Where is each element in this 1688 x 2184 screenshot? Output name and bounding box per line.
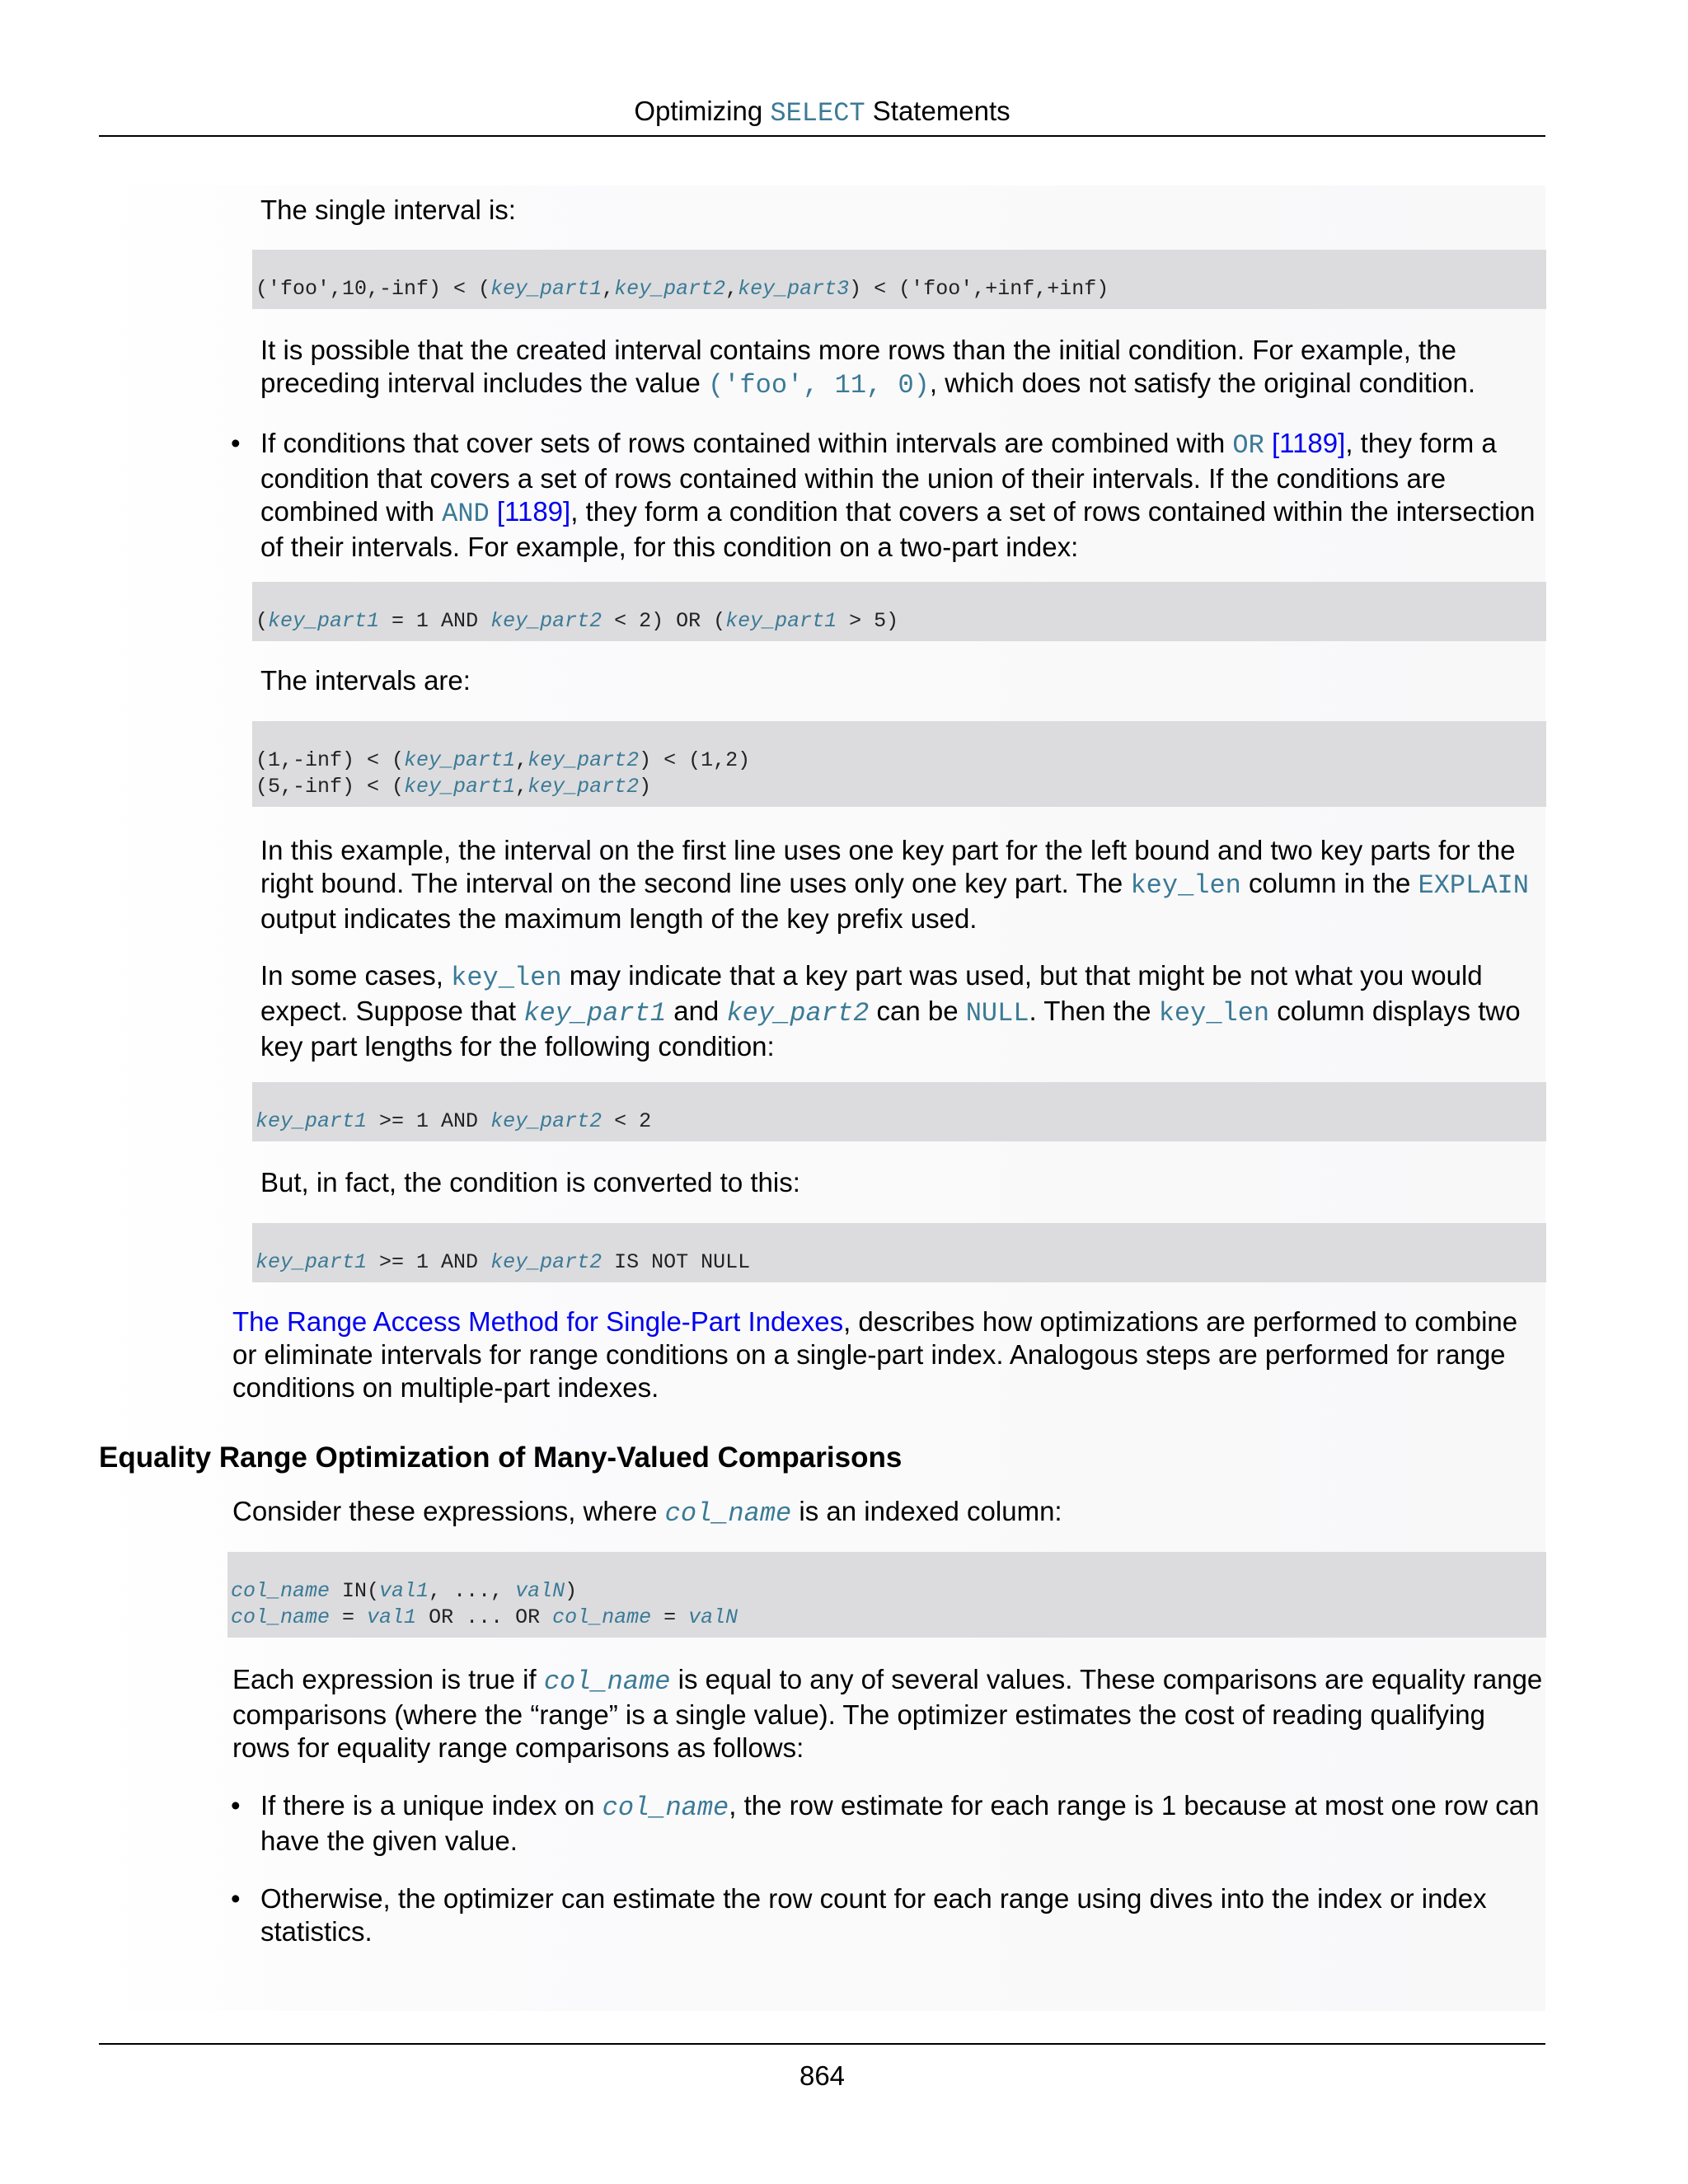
- paragraph-example: In this example, the interval on the first line uses one key part for the left bound and two key parts for the right bound. The interval on the second line uses only one key part. The key_len column in the EXPLAIN output indicates the maximum length of the key prefix used.: [260, 835, 1529, 934]
- bullet-mark: •: [231, 428, 241, 458]
- code-block-key-condition: key_part1 >= 1 AND key_part2 < 2: [252, 1082, 1546, 1141]
- code-block-intervals: (1,-inf) < (key_part1,key_part2) < (1,2) (5,-inf) < (key_part1,key_part2): [252, 721, 1546, 807]
- footer-rule: [99, 2043, 1545, 2045]
- paragraph-range-access: The Range Access Method for Single-Part Indexes, describes how optimizations are performed to combine or eliminate intervals for range conditions on a single-part index. Analogous steps are performed for range conditions on multiple-part indexes.: [232, 1306, 1518, 1403]
- bullet-otherwise: Otherwise, the optimizer can estimate the row count for each range using dives into the index or index statistics.: [260, 1883, 1487, 1947]
- code-block-single-interval: ('foo',10,-inf) < (key_part1,key_part2,key_part3) < ('foo',+inf,+inf): [252, 250, 1546, 309]
- paragraph-converted: But, in fact, the condition is converted to this:: [260, 1167, 800, 1197]
- range-access-link[interactable]: The Range Access Method for Single-Part Indexes: [232, 1306, 844, 1337]
- section-heading: Equality Range Optimization of Many-Valued Comparisons: [99, 1441, 903, 1474]
- and-ref-link[interactable]: [1189]: [496, 496, 571, 527]
- header-code: SELECT: [770, 98, 865, 129]
- paragraph-key-len: In some cases, key_len may indicate that a key part was used, but that might be not what you would expect. Suppose that key_part1 and key_part2 can be NULL. Then the key_len column displays two key part lengths for the following condition:: [260, 960, 1521, 1062]
- bullet-or-and: If conditions that cover sets of rows contained within intervals are combined with OR [1189], they form a condition that covers a set of rows contained within the union of their intervals. If the conditions are combined with AND [1189], they form a condition that covers a set of rows contained within the intersection of their intervals. For example, for this condition on a two-part index:: [260, 428, 1536, 562]
- bullet-mark: •: [231, 1790, 241, 1821]
- intervals-label: The intervals are:: [260, 665, 471, 696]
- header-rule: [99, 135, 1545, 137]
- code-block-expressions: col_name IN(val1, ..., valN) col_name = val1 OR ... OR col_name = valN: [227, 1552, 1546, 1638]
- paragraph-interval-note: It is possible that the created interval contains more rows than the initial condition. For example, the preceding interval includes the value ('foo', 11, 0), which does not satisfy the original condition.: [260, 335, 1476, 401]
- code-block-converted: key_part1 >= 1 AND key_part2 IS NOT NULL: [252, 1223, 1546, 1282]
- bullet-unique-index: If there is a unique index on col_name, the row estimate for each range is 1 because at most one row can have the given value.: [260, 1790, 1540, 1856]
- page-number: 864: [799, 2060, 846, 2091]
- code-block-condition: (key_part1 = 1 AND key_part2 < 2) OR (key_part1 > 5): [252, 582, 1546, 641]
- or-ref-link[interactable]: [1189]: [1272, 428, 1346, 458]
- paragraph-equality: Each expression is true if col_name is equal to any of several values. These comparisons are equality range comparisons (where the “range” is a single value). The optimizer estimates the cost of reading qualifying rows for equality range comparisons as follows:: [232, 1664, 1543, 1763]
- paragraph-consider: Consider these expressions, where col_name is an indexed column:: [232, 1496, 1062, 1529]
- intro-text: The single interval is:: [260, 194, 516, 225]
- running-header: Optimizing SELECT Statements: [634, 96, 1010, 129]
- bullet-mark: •: [231, 1883, 241, 1914]
